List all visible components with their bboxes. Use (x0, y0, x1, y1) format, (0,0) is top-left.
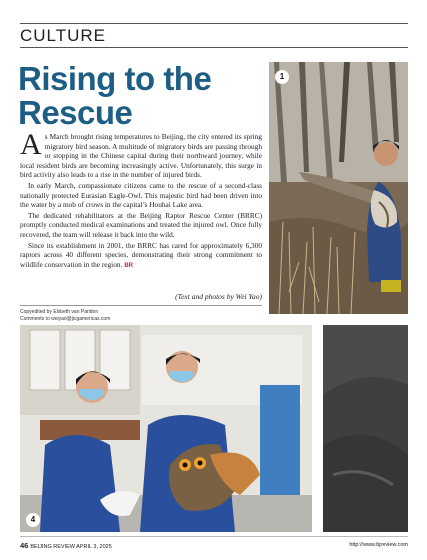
folio-website[interactable]: http://www.bjreview.com (349, 542, 408, 548)
end-mark: BR (124, 262, 134, 269)
comments-note: Comments to weiyao@jicgamericas.com (20, 316, 111, 322)
page-number: 46 (20, 541, 29, 550)
photo-release-owl (269, 62, 408, 314)
photo-credit: (Text and photos by Wei Yao) (175, 292, 262, 301)
article-paragraph-3: The dedicated rehabilitators at the Beijing Raptor Rescue Center (BRRC) promptly conducted medical examinations and treated the injured owl. Once fully recovered, the team will release it back into the wild. (20, 210, 262, 239)
footnote-rule (20, 305, 262, 306)
footer-rule (20, 536, 408, 537)
photo-number-badge-1: 1 (275, 70, 289, 84)
headline (18, 62, 268, 130)
drop-cap: A (20, 128, 42, 161)
photo-partial-right (323, 325, 408, 532)
headline-line-2: Rescue (18, 94, 133, 131)
article-paragraph-1: As March brought rising temperatures to Beijing, the city entered its spring migratory bird season. A multitude of migratory birds are passing through or stopping in the Chinese capital during their northward journey, while local resident birds are becoming increasingly active. Unfortunately, this surge in bird activity also leads to a rise in the number of injured birds. (20, 128, 262, 180)
section-label: CULTURE (20, 26, 107, 45)
section-top-rule (20, 23, 408, 24)
magazine-issue: BEIJING REVIEW APRIL 3, 2025 (30, 544, 112, 550)
article-paragraph-4: Since its establishment in 2001, the BRRC has cared for approximately 6,300 raptors across 40 different species, demonstrating their strong commitment to wildlife conservation in the region. BR (20, 240, 262, 269)
folio-left (20, 541, 112, 550)
partial-photo-illustration (323, 325, 408, 532)
vets-treating-owl-illustration (20, 325, 312, 532)
headline-line-1: Rising to the (18, 60, 212, 97)
photo-vets-treating-owl (20, 325, 312, 532)
photo-number-badge-4: 4 (26, 513, 40, 527)
release-owl-illustration (269, 62, 408, 314)
section-bottom-rule (20, 47, 408, 48)
copyedit-note: Copyedited by Elsbeth van Paridon (20, 309, 99, 315)
article-paragraph-2: In early March, compassionate citizens came to the rescue of a second-class nationally protected Eurasian Eagle-Owl. This majestic bird had been driven into the water by a mob of crows in the capital’s Houhai Lake area. (20, 180, 262, 210)
article-body (20, 128, 262, 272)
